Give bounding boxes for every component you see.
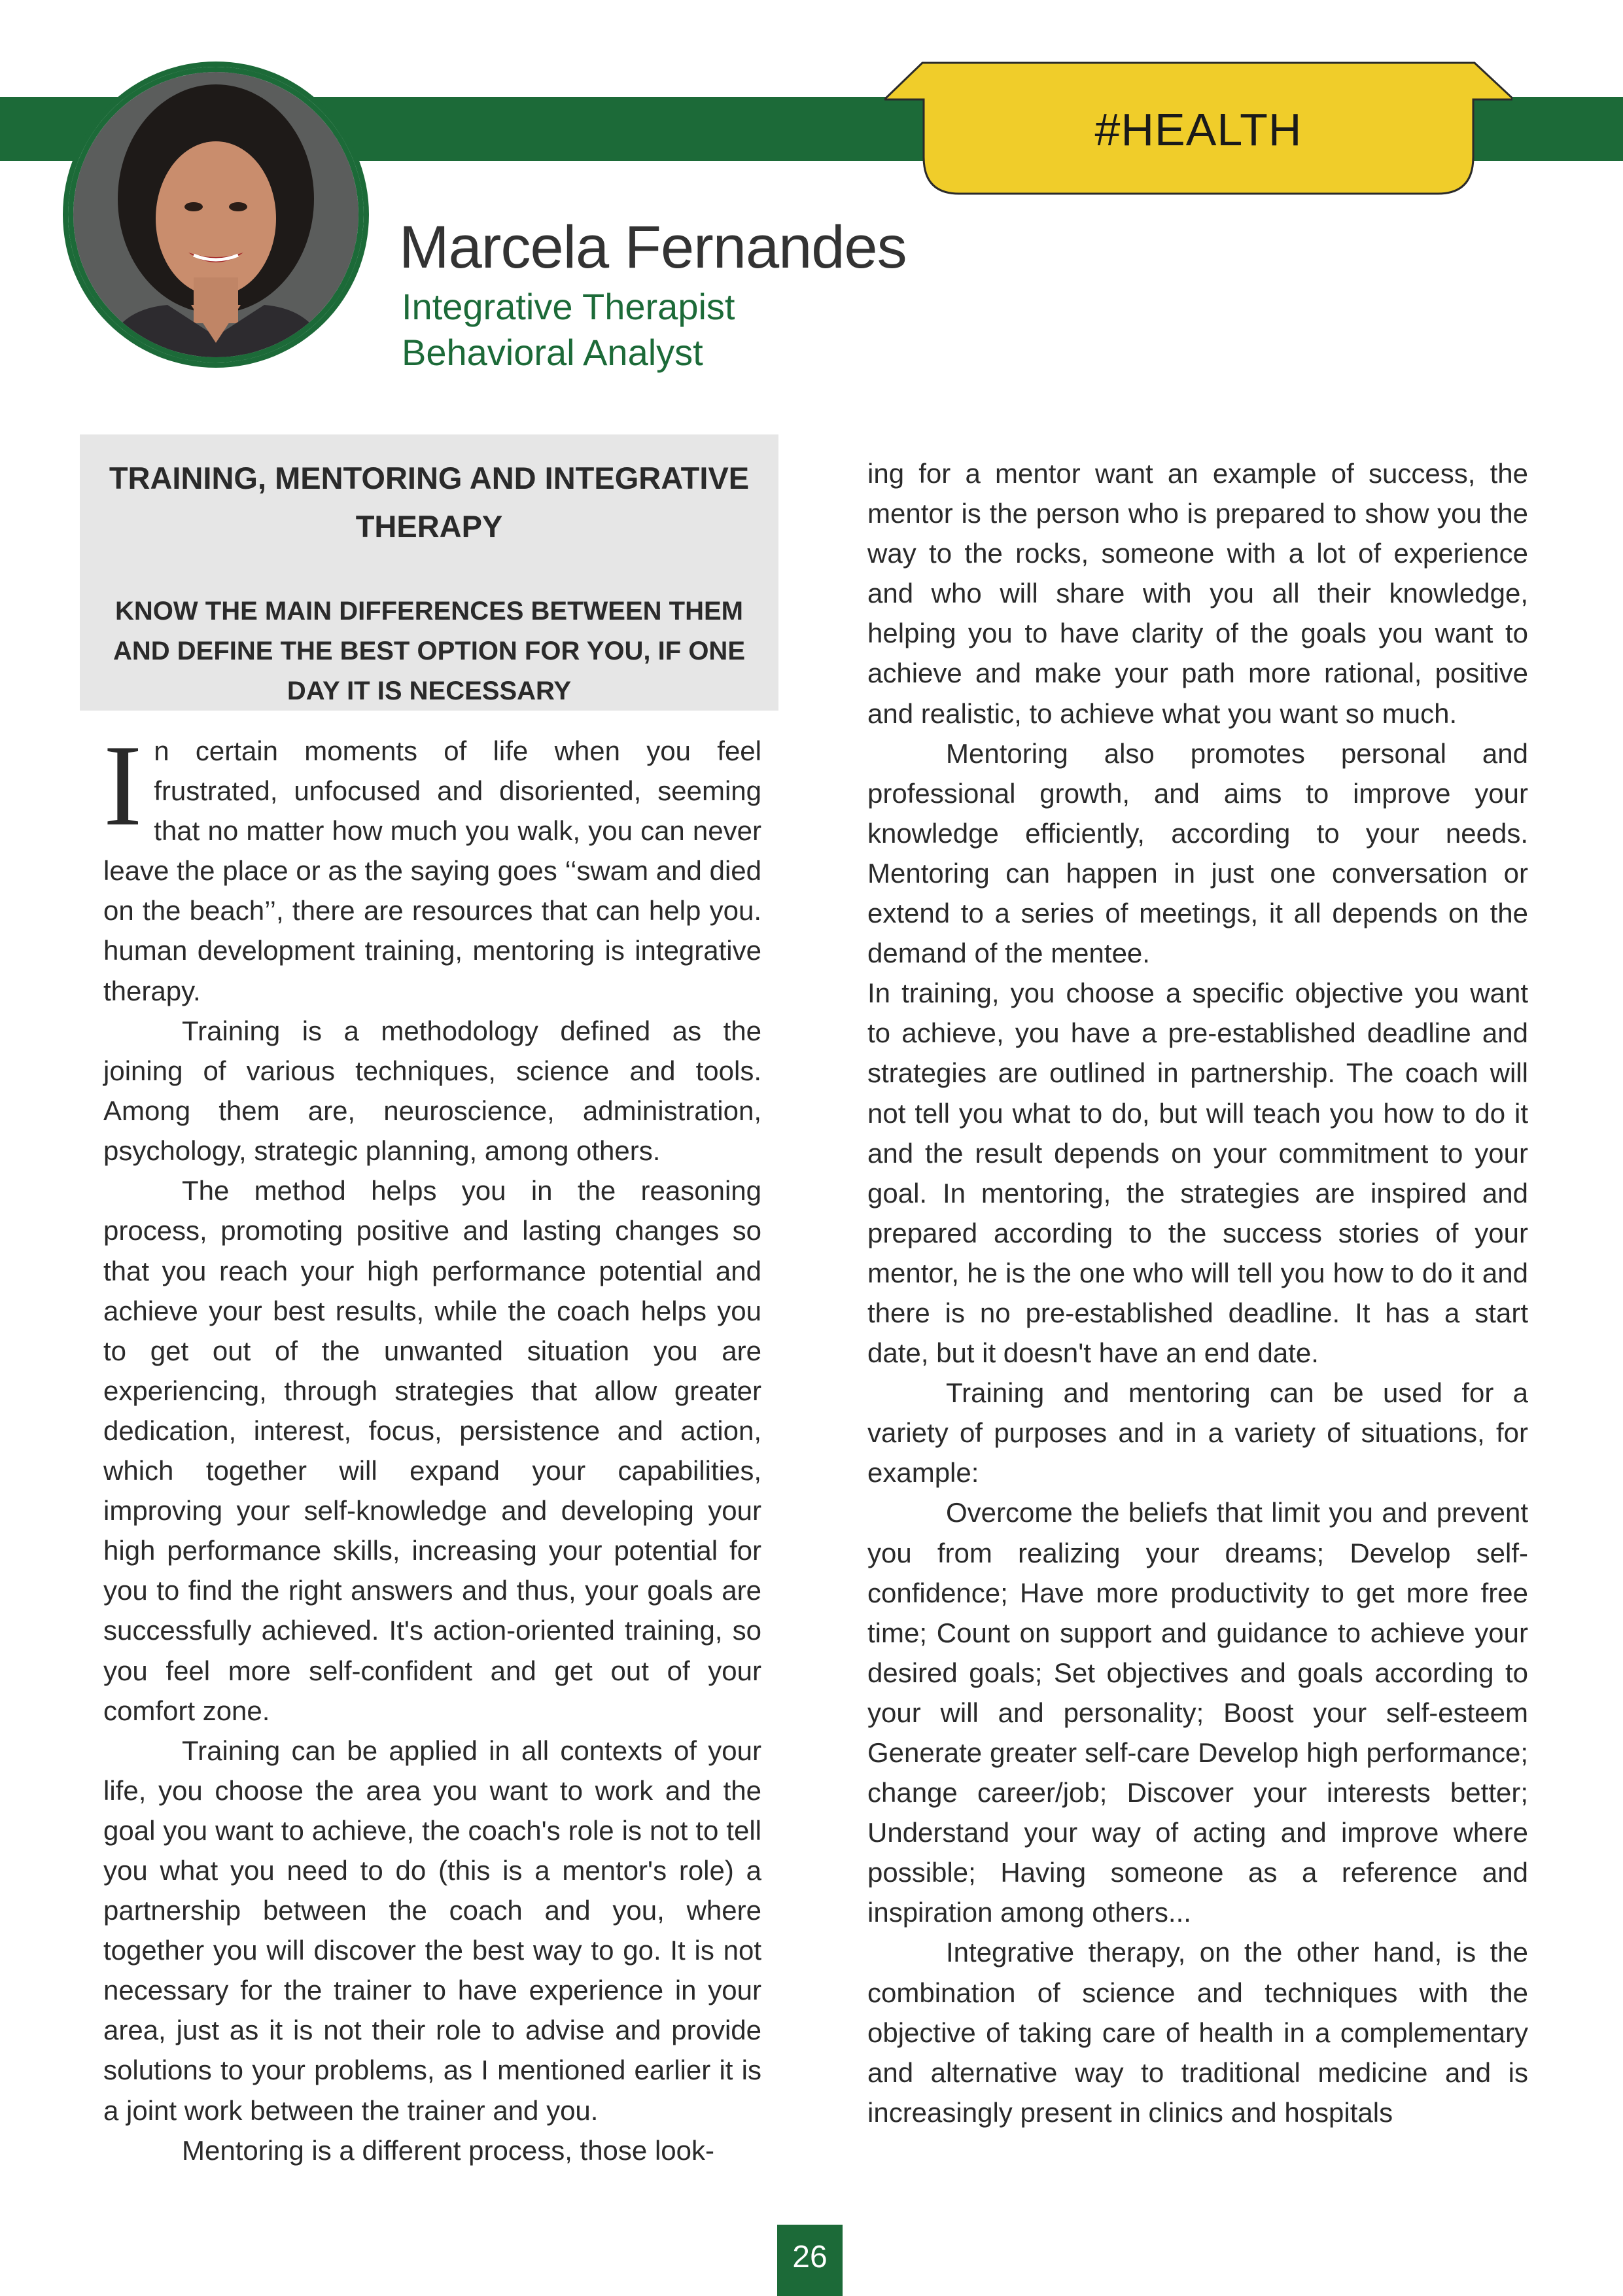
- paragraph-1: n certain moments of life when you feel frustrated, unfocused and disoriented, seeming that no matter how much you walk, you can never leave the place or as the saying goes ‘‘swam and died on the beach’’, there are resources that can help you. human development training, mentoring is integrative therapy.: [103, 735, 761, 1006]
- page-number: 26: [777, 2225, 843, 2296]
- paragraph-10: Integrative therapy, on the other hand, is the combination of science and techniques with the objective of taking care of health in a complementary and alternative way to traditional medicine and is increasingly present in clinics and hospitals: [867, 1937, 1528, 2128]
- intro-paragraph: [103, 720, 761, 1011]
- paragraph-4: Training can be applied in all contexts of your life, you choose the area you want to work and the goal you want to achieve, the coach's role is not to tell you what you need to do (this is a mentor's role) a partnership between the coach and you, where together you will discover the best way to go. It is not necessary for the trainer to have experience in your area, just as it is not their role to advise and provide solutions to your problems, as I mentioned earlier it is a joint work between the trainer and you.: [103, 1735, 761, 2126]
- paragraph-2: Training is a methodology defined as the joining of various techniques, science and tools. Among them are, neuroscience, administration, psychology, strategic planning, among others.: [103, 1016, 761, 1167]
- paragraph-5-continued: ing for a mentor want an example of success, the mentor is the person who is prepared to show you the way to the rocks, someone with a lot of experience and who will share with you all their knowledge, helping you to have clarity of the goals you want to achieve and make your path more rational, positive and realistic, to achieve what you want so much.: [867, 458, 1528, 729]
- category-tag: [884, 60, 1512, 196]
- author-photo: [63, 62, 369, 368]
- author-avatar: [63, 62, 369, 368]
- author-name: Marcela Fernandes: [399, 214, 907, 281]
- paragraph-3: The method helps you in the reasoning process, promoting positive and lasting changes so that you reach your high performance potential and achieve your best results, while the coach helps you to get out of the unwanted situation you are experiencing, through strategies that allow greater dedication, interest, focus, persistence and action, which together will expand your capabilities, improving your self-knowledge and developing your high performance skills, increasing your potential for you to find the right answers and thus, your goals are successfully achieved. It's action-oriented training, so you feel more self-confident and get out of your comfort zone.: [103, 1175, 761, 1726]
- left-column: [103, 1011, 761, 2170]
- right-column: [867, 453, 1528, 2132]
- paragraph-7: In training, you choose a specific objective you want to achieve, you have a pre-established deadline and strategies are outlined in partnership. The coach will not tell you what to do, but will teach you how to do it and the result depends on your commitment to your goal. In mentoring, the strategies are inspired and prepared according to the success stories of your mentor, he is the one who will tell you how to do it and there is no pre-established deadline. It has a start date, but it doesn't have an end date.: [867, 978, 1528, 1369]
- article-subtitle: KNOW THE MAIN DIFFERENCES BETWEEN THEM AND DEFINE THE BEST OPTION FOR YOU, IF ONE DAY IT IS NECESSARY: [113, 597, 745, 705]
- author-role-2: Behavioral Analyst: [402, 332, 703, 373]
- paragraph-5-start: Mentoring is a different process, those look-: [182, 2134, 714, 2166]
- author-role-1: Integrative Therapist: [402, 286, 735, 327]
- paragraph-6: Mentoring also promotes personal and professional growth, and aims to improve your knowledge efficiently, according to your needs. Mentoring can happen in just one conversation or extend to a series of meetings, it all depends on the demand of the mentee.: [867, 737, 1528, 969]
- category-tag-label: #HEALTH: [1094, 104, 1302, 155]
- paragraph-8: Training and mentoring can be used for a variety of purposes and in a variety of situations, for example:: [867, 1377, 1528, 1489]
- drop-cap: I: [103, 720, 143, 850]
- paragraph-9: Overcome the beliefs that limit you and prevent you from realizing your dreams; Develop self-confidence; Have more productivity to get more free time; Count on support and guidance to achieve your desired goals; Set objectives and goals according to your will and personality; Boost your self-esteem Generate greater self-care Develop high performance; change career/job; Discover your interests better; Understand your way of acting and improve where possible; Having someone as a reference and inspiration among others...: [867, 1497, 1528, 1928]
- article-title: TRAINING, MENTORING AND INTEGRATIVE THERAPY: [109, 461, 750, 544]
